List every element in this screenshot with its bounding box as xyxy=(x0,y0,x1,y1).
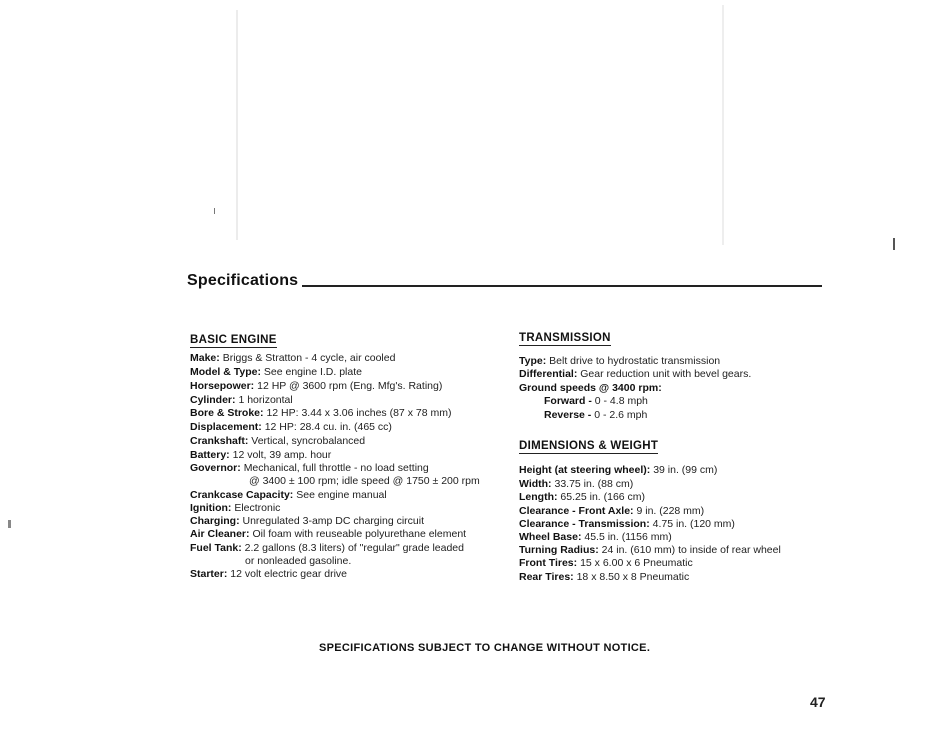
spec-label: Crankcase Capacity: xyxy=(190,489,294,501)
spec-label: Displacement: xyxy=(190,421,262,433)
spec-value: See engine manual xyxy=(296,489,387,501)
spec-line xyxy=(190,407,451,420)
spec-label: Forward - xyxy=(544,395,592,407)
spec-value: 12 HP: 28.4 cu. in. (465 cc) xyxy=(264,421,392,433)
spec-value: Mechanical, full throttle - no load setting xyxy=(243,462,429,474)
spec-value: 12 HP: 3.44 x 3.06 inches (87 x 78 mm) xyxy=(266,407,452,419)
spec-line-indented xyxy=(544,409,647,422)
spec-value: 65.25 in. (166 cm) xyxy=(560,491,646,503)
spec-value: Gear reduction unit with bevel gears. xyxy=(580,368,752,380)
spec-line xyxy=(519,464,717,477)
spec-label: Differential: xyxy=(519,368,578,380)
title-row xyxy=(187,272,822,296)
spec-value: 18 x 8.50 x 8 Pneumatic xyxy=(576,571,690,583)
spec-label: Ignition: xyxy=(190,502,232,514)
spec-line xyxy=(519,368,751,381)
spec-value: Belt drive to hydrostatic transmission xyxy=(549,355,721,367)
spec-label: Rear Tires: xyxy=(519,571,574,583)
transmission-heading: TRANSMISSION xyxy=(519,332,611,344)
spec-value: See engine I.D. plate xyxy=(263,366,362,378)
spec-line xyxy=(190,542,464,555)
spec-value: Unregulated 3-amp DC charging circuit xyxy=(242,515,424,527)
spec-label: Front Tires: xyxy=(519,557,578,569)
spec-value: Oil foam with reuseable polyurethane element xyxy=(252,528,467,540)
spec-label: Clearance - Transmission: xyxy=(519,518,650,530)
spec-line xyxy=(190,528,466,541)
spec-line xyxy=(190,421,392,434)
spec-label: Fuel Tank: xyxy=(190,542,242,554)
spec-line xyxy=(190,462,429,475)
spec-label: Bore & Stroke: xyxy=(190,407,264,419)
spec-value: 12 volt electric gear drive xyxy=(230,568,348,580)
spec-label: Type: xyxy=(519,355,547,367)
spec-line xyxy=(519,518,735,531)
change-notice: SPECIFICATIONS SUBJECT TO CHANGE WITHOUT NOTICE. xyxy=(319,642,651,654)
spec-label: Starter: xyxy=(190,568,228,580)
spec-label: Battery: xyxy=(190,449,230,461)
spec-label: Cylinder: xyxy=(190,394,236,406)
spec-value: 45.5 in. (1156 mm) xyxy=(584,531,672,543)
spec-label: Wheel Base: xyxy=(519,531,582,543)
spec-line xyxy=(519,505,704,518)
spec-label: Make: xyxy=(190,352,220,364)
spec-line xyxy=(519,491,645,504)
spec-value: 15 x 6.00 x 6 Pneumatic xyxy=(580,557,693,569)
page-number: 47 xyxy=(810,694,826,710)
spec-line xyxy=(190,568,347,581)
spec-label: Length: xyxy=(519,491,558,503)
spec-line xyxy=(519,478,633,491)
spec-line xyxy=(190,366,362,379)
spec-value: 2.2 gallons (8.3 liters) of "regular" grade leaded xyxy=(244,542,464,554)
spec-value: 24 in. (610 mm) to inside of rear wheel xyxy=(601,544,781,556)
title-divider xyxy=(302,285,822,287)
spec-value: 4.75 in. (120 mm) xyxy=(652,518,735,530)
spec-value: @ 3400 ± 100 rpm; idle speed @ 1750 ± 200 rpm xyxy=(249,475,480,487)
spec-line xyxy=(519,557,693,570)
spec-value: 0 - 2.6 mph xyxy=(594,409,648,421)
spec-line xyxy=(519,544,781,557)
spec-value: Briggs & Stratton - 4 cycle, air cooled xyxy=(222,352,396,364)
page-title: Specifications xyxy=(187,272,299,289)
spec-value: 39 in. (99 cm) xyxy=(653,464,718,476)
spec-line-continued xyxy=(245,555,351,568)
spec-value: Electronic xyxy=(234,502,281,514)
scan-speck xyxy=(236,10,238,240)
spec-value: 12 volt, 39 amp. hour xyxy=(232,449,332,461)
spec-value: 12 HP @ 3600 rpm (Eng. Mfg's. Rating) xyxy=(257,380,443,392)
scan-speck xyxy=(214,208,215,214)
spec-label: Model & Type: xyxy=(190,366,261,378)
spec-value: 1 horizontal xyxy=(238,394,293,406)
spec-line-indented xyxy=(544,395,648,408)
spec-value: 33.75 in. (88 cm) xyxy=(554,478,634,490)
spec-label: Horsepower: xyxy=(190,380,255,392)
scan-speck xyxy=(8,520,11,528)
spec-line-continued xyxy=(249,475,480,488)
spec-line xyxy=(519,531,672,544)
spec-line xyxy=(190,449,331,462)
spec-line xyxy=(190,515,424,528)
spec-line xyxy=(190,489,387,502)
spec-value: Vertical, syncrobalanced xyxy=(251,435,366,447)
spec-line xyxy=(190,394,293,407)
spec-value: 0 - 4.8 mph xyxy=(594,395,648,407)
spec-line xyxy=(519,571,689,584)
spec-label: Crankshaft: xyxy=(190,435,249,447)
spec-line xyxy=(519,355,720,368)
spec-label: Clearance - Front Axle: xyxy=(519,505,634,517)
spec-line xyxy=(190,502,280,515)
spec-line xyxy=(519,382,662,395)
spec-label: Height (at steering wheel): xyxy=(519,464,651,476)
spec-label: Governor: xyxy=(190,462,241,474)
spec-value: or nonleaded gasoline. xyxy=(245,555,352,567)
spec-line xyxy=(190,380,442,393)
spec-label: Air Cleaner: xyxy=(190,528,250,540)
spec-line xyxy=(190,352,395,365)
spec-label: Width: xyxy=(519,478,552,490)
spec-value: 9 in. (228 mm) xyxy=(636,505,705,517)
scan-speck xyxy=(893,238,895,250)
scan-speck xyxy=(722,5,724,245)
spec-label: Reverse - xyxy=(544,409,592,421)
spec-label: Charging: xyxy=(190,515,240,527)
spec-label: Turning Radius: xyxy=(519,544,599,556)
spec-line xyxy=(190,435,365,448)
dimensions-heading: DIMENSIONS & WEIGHT xyxy=(519,440,659,452)
spec-label: Ground speeds @ 3400 rpm: xyxy=(519,382,662,394)
basic-engine-heading: BASIC ENGINE xyxy=(190,334,277,346)
